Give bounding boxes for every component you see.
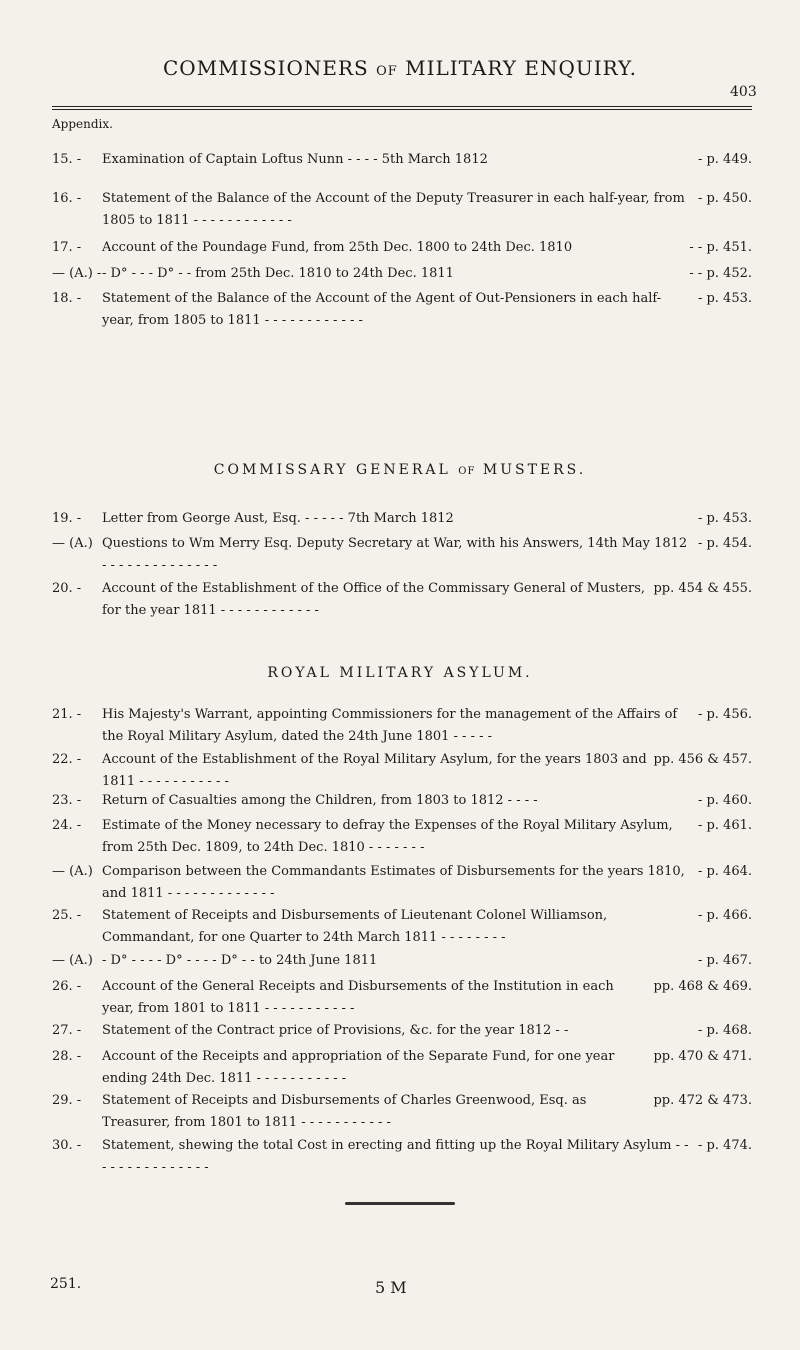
entry-body — [102, 704, 752, 748]
page-number: 403 — [730, 84, 757, 100]
entry-body — [102, 188, 752, 232]
entry-body — [102, 237, 752, 259]
contents-entry — [52, 288, 752, 332]
entry-body — [102, 1046, 752, 1090]
entry-text: - D° - - - - D° - - - - D° - - to 24th June 1811 — [102, 953, 378, 968]
contents-entry — [52, 1020, 752, 1042]
entry-page-reference: - - p. 451. — [689, 240, 752, 255]
contents-entry — [52, 1090, 752, 1134]
contents-entry — [52, 578, 752, 622]
appendix-label: Appendix. — [52, 117, 113, 131]
entry-page-reference: - p. 466. — [697, 908, 752, 923]
entry-number: 30. - — [52, 1138, 82, 1153]
entry-page-reference: - p. 461. — [697, 818, 752, 833]
entry-number: 24. - — [52, 818, 82, 833]
page-title: COMMISSIONERS OF MILITARY ENQUIRY. — [162, 56, 638, 80]
entry-body — [102, 1020, 752, 1042]
contents-entry — [52, 1135, 752, 1179]
entry-text: Statement of the Balance of the Account of the Agent of Out-Pensioners in each half-year, from 1805 to 1811 - - - - - - - - - - - - — [102, 291, 662, 328]
contents-entry — [52, 790, 752, 812]
entry-page-reference: pp. 472 & 473. — [653, 1093, 752, 1108]
entry-text: Statement, shewing the total Cost in erecting and fitting up the Royal Military Asylum - - - - - - - - - - - - - - - — [102, 1138, 689, 1175]
entry-page-reference: pp. 470 & 471. — [653, 1049, 752, 1064]
entry-body — [102, 288, 752, 332]
entry-number: 18. - — [52, 291, 82, 306]
entry-number: 28. - — [52, 1049, 82, 1064]
contents-entry — [52, 533, 752, 577]
contents-entry — [52, 263, 752, 285]
entry-body — [102, 815, 752, 859]
entry-number: — (A.) — [52, 953, 93, 968]
entry-number: 25. - — [52, 908, 82, 923]
entry-page-reference: - p. 453. — [697, 291, 752, 306]
entry-body — [102, 508, 752, 530]
contents-entry — [52, 976, 752, 1020]
entry-text: Statement of Receipts and Disbursements of Lieutenant Colonel Williamson, Commandant, for one Quarter to 24th March 1811 - - - - - - - - — [102, 908, 608, 945]
entry-number: 23. - — [52, 793, 82, 808]
contents-entry — [52, 237, 752, 259]
entry-page-reference: - p. 468. — [697, 1023, 752, 1038]
entry-body — [102, 149, 752, 171]
entry-text: His Majesty's Warrant, appointing Commissioners for the management of the Affairs of the Royal Military Asylum, dated the 24th June 1801 - - - - - — [102, 707, 678, 744]
entry-page-reference: - p. 460. — [697, 793, 752, 808]
contents-entry — [52, 704, 752, 748]
entry-page-reference: - p. 456. — [697, 707, 752, 722]
entry-number: 27. - — [52, 1023, 82, 1038]
entry-number: 26. - — [52, 979, 82, 994]
entry-text: Letter from George Aust, Esq. - - - - - 7th March 1812 — [102, 511, 454, 526]
entry-text: Statement of the Balance of the Account of the Deputy Treasurer in each half-year, from 1805 to 1811 - - - - - - - - - - - - — [102, 191, 685, 228]
entry-body — [102, 263, 752, 285]
contents-entry — [52, 950, 752, 972]
entry-page-reference: - p. 454. — [697, 536, 752, 551]
section-heading-musters: COMMISSARY GENERAL OF MUSTERS. — [213, 462, 587, 478]
entry-page-reference: pp. 454 & 455. — [653, 581, 752, 596]
entry-text: Account of the Establishment of the Royal Military Asylum, for the years 1803 and 1811 - - - - - - - - - - - — [102, 752, 647, 789]
contents-entry — [52, 815, 752, 859]
entry-page-reference: - p. 464. — [697, 864, 752, 879]
entry-text: Estimate of the Money necessary to defray the Expenses of the Royal Military Asylum, from 25th Dec. 1809, to 24th Dec. 1810 - - - - - - - — [102, 818, 673, 855]
entry-text: Questions to Wm Merry Esq. Deputy Secretary at War, with his Answers, 14th May 1812 - - - - - - - - - - - - - - — [102, 536, 688, 573]
entry-body — [102, 905, 752, 949]
entry-text: - D° - - - D° - - from 25th Dec. 1810 to 24th Dec. 1811 — [102, 266, 454, 281]
entry-text: Examination of Captain Loftus Nunn - - - - 5th March 1812 — [102, 152, 488, 167]
entry-text: Return of Casualties among the Children, from 1803 to 1812 - - - - — [102, 793, 538, 808]
entry-number: 17. - — [52, 240, 82, 255]
entry-body — [102, 790, 752, 812]
entry-text: Statement of the Contract price of Provisions, &c. for the year 1812 - - — [102, 1023, 569, 1038]
entry-page-reference: - p. 467. — [697, 953, 752, 968]
entry-number: 29. - — [52, 1093, 82, 1108]
entry-page-reference: - p. 450. — [697, 191, 752, 206]
contents-entry — [52, 861, 752, 905]
entry-text: Account of the General Receipts and Disbursements of the Institution in each year, from 1801 to 1811 - - - - - - - - - - - — [102, 979, 614, 1016]
entry-page-reference: pp. 468 & 469. — [653, 979, 752, 994]
entry-text: Statement of Receipts and Disbursements of Charles Greenwood, Esq. as Treasurer, from 1801 to 1811 - - - - - - - - - - - — [102, 1093, 587, 1130]
entry-number: 20. - — [52, 581, 82, 596]
entry-body — [102, 749, 752, 793]
entry-text: Account of the Establishment of the Office of the Commissary General of Musters, for the year 1811 - - - - - - - - - - - - — [102, 581, 646, 618]
entry-body — [102, 533, 752, 577]
entry-number: — (A.) — [52, 536, 93, 551]
entry-body — [102, 1135, 752, 1179]
entry-page-reference: - p. 453. — [697, 511, 752, 526]
entry-body — [102, 861, 752, 905]
closing-ornament — [345, 1202, 455, 1205]
entry-page-reference: - p. 449. — [697, 152, 752, 167]
signature-mark: 251. — [50, 1276, 82, 1292]
entry-number: 21. - — [52, 707, 82, 722]
entry-number: 19. - — [52, 511, 82, 526]
header-rule-secondary — [52, 109, 752, 110]
entry-page-reference: pp. 456 & 457. — [653, 752, 752, 767]
contents-entry — [52, 905, 752, 949]
gathering-mark: 5 M — [375, 1278, 407, 1297]
entry-number: 15. - — [52, 152, 82, 167]
contents-entry — [52, 1046, 752, 1090]
entry-body — [102, 1090, 752, 1134]
entry-number: — (A.) — [52, 864, 93, 879]
entry-number: 22. - — [52, 752, 82, 767]
contents-entry — [52, 508, 752, 530]
entry-body — [102, 976, 752, 1020]
entry-text: Account of the Receipts and appropriation of the Separate Fund, for one year ending 24th Dec. 1811 - - - - - - - - - - - — [102, 1049, 615, 1086]
section-heading-asylum: ROYAL MILITARY ASYLUM. — [267, 665, 533, 681]
entry-body — [102, 578, 752, 622]
contents-entry — [52, 188, 752, 232]
entry-text: Comparison between the Commandants Estimates of Disbursements for the years 1810, and 1811 - - - - - - - - - - - - - — [102, 864, 685, 901]
entry-text: Account of the Poundage Fund, from 25th Dec. 1800 to 24th Dec. 1810 — [102, 240, 573, 255]
contents-entry — [52, 749, 752, 793]
contents-entry — [52, 149, 752, 171]
entry-number: — (A.) - — [52, 266, 102, 281]
entry-page-reference: - - p. 452. — [689, 266, 752, 281]
header-rule — [52, 106, 752, 107]
entry-page-reference: - p. 474. — [697, 1138, 752, 1153]
entry-body — [102, 950, 752, 972]
entry-number: 16. - — [52, 191, 82, 206]
